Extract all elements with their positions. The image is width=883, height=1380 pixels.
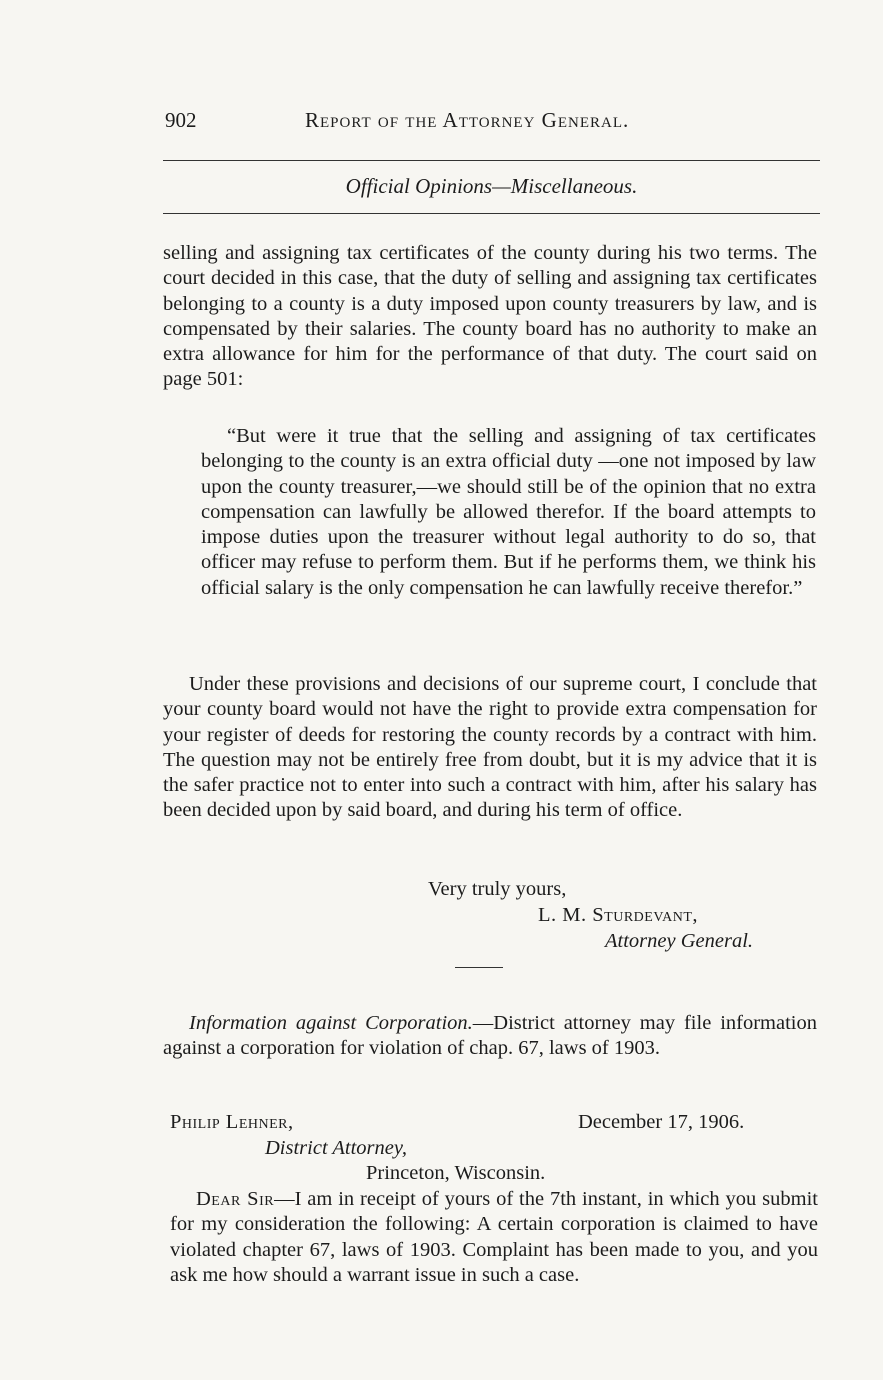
headnote-text: —District attorney may file information against a corporation for violation of chap. 67, laws of 1903. (163, 1012, 817, 1060)
signer-name: L. M. Sturdevant, (538, 904, 699, 926)
opinion2-headnote (163, 1011, 817, 1062)
opinion2-letter (170, 1187, 818, 1288)
addressee-name: Philip Lehner, (170, 1111, 294, 1133)
court-quote: “But were it true that the selling and assigning of tax certificates belonging to the county is an extra official duty —one not imposed by law upon the county treasurer,—we should still be of the opinion that no extra compensation can lawfully be allowed therefor. If the board attempts to impose duties upon the treasurer without legal authority to do so, that officer may refuse to perform them. But if he performs them, we think his official salary is the only compensation he can lawfully receive therefor.” (201, 425, 816, 599)
salutation: Dear Sir (196, 1188, 275, 1210)
signer-title: Attorney General. (605, 930, 754, 952)
section-divider (455, 967, 503, 968)
running-head (165, 108, 820, 140)
letter-date: December 17, 1906. (578, 1111, 745, 1133)
paragraph-text: selling and assigning tax certificates of the county during his two terms. The court decided in this case, that the duty of selling and assigning tax certificates belonging to a county is a duty imposed upon county treasurers by law, and is compensated by their salaries. The county board has no authority to make an extra allowance for him for the performance of that duty. The court said on page 501: (163, 242, 817, 391)
page-number: 902 (165, 108, 197, 132)
opinion1-paragraph1 (163, 241, 817, 393)
section-title: Official Opinions—Miscellaneous. (345, 174, 638, 198)
running-title: Report of the Attorney General. (305, 108, 630, 132)
addressee-title: District Attorney, (265, 1137, 407, 1159)
addressee-place: Princeton, Wisconsin. (366, 1162, 546, 1184)
headnote-title: Information against Corporation. (189, 1012, 473, 1034)
opinion1-paragraph2 (163, 672, 817, 824)
paragraph-text: Under these provisions and decisions of our supreme court, I conclude that your county board would not have the right to provide extra compensation for your register of deeds for restoring the county records by a contract with him. The question may not be entirely free from doubt, but it is my advice that it is the safer practice not to enter into such a contract with him, after his salary has been decided upon by said board, and during his term of office. (163, 673, 817, 822)
closing-salutation: Very truly yours, (428, 878, 567, 900)
letter-text: —I am in receipt of yours of the 7th instant, in which you submit for my consideration the following: A certain corporation is claimed to have violated chapter 67, laws of 1903. Complaint has been made to you, and you ask me how should a warrant issue in such a case. (170, 1188, 818, 1286)
header-rule-top (163, 160, 820, 161)
header-rule-bottom (163, 213, 820, 214)
